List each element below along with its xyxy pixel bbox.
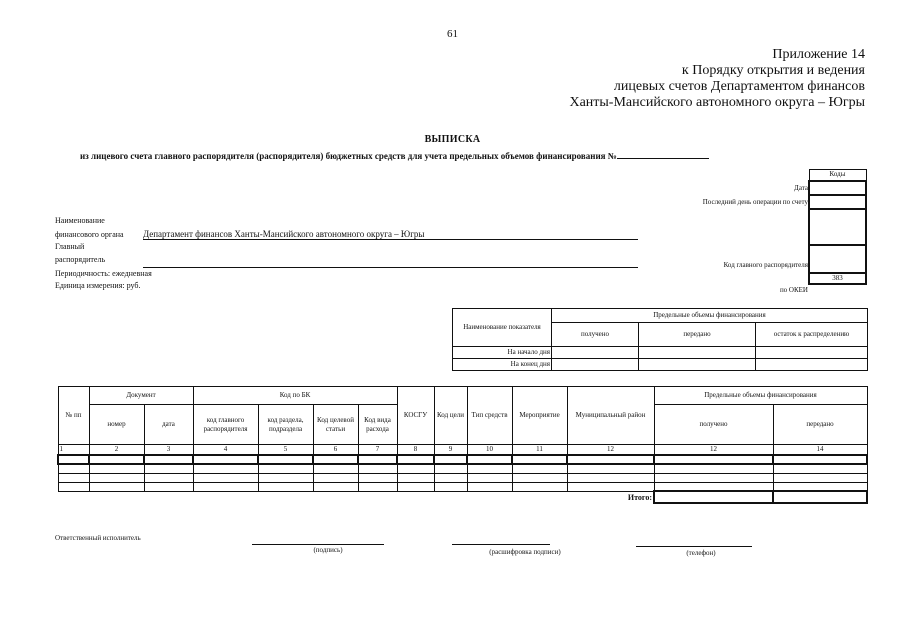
summary-cell[interactable] [756, 347, 868, 359]
summary-group-header: Предельные объемы финансирования [552, 309, 868, 323]
col-num-cell: 11 [512, 445, 567, 456]
okei-label: по ОКЕИ [779, 286, 808, 294]
finance-body-field[interactable]: Департамент финансов Ханты-Мансийского автономного округа – Югры [143, 229, 638, 240]
col-goal-code: Код цели [434, 387, 467, 445]
document-subtitle [80, 149, 709, 161]
col-district: Муниципальный район [567, 387, 654, 445]
label-finance-body-line1: Наименование [55, 216, 105, 225]
col-num-cell: 6 [313, 445, 358, 456]
col-num-cell: 4 [193, 445, 258, 456]
col-limits-transferred: передано [773, 405, 867, 445]
statement-number-field[interactable] [617, 149, 709, 159]
summary-col-received: получено [552, 323, 639, 347]
responsible-label: Ответственный исполнитель [55, 534, 141, 542]
document-title: ВЫПИСКА [424, 134, 481, 145]
appendix-line: Ханты-Мансийского автономного округа – Югры [569, 95, 865, 110]
summary-col-name: Наименование показателя [453, 309, 552, 347]
numbering-row [58, 445, 867, 456]
codes-header: Коды [809, 170, 866, 181]
col-num-cell: 12 [567, 445, 654, 456]
okei-code-cell: 383 [809, 273, 866, 284]
col-num-cell: 10 [467, 445, 512, 456]
phone-caption: (телефон) [686, 549, 716, 557]
col-means-type: Тип средств [467, 387, 512, 445]
periodicity-label: Периодичность: ежедневная [55, 269, 152, 278]
col-num-cell: 1 [58, 445, 89, 456]
col-num-cell: 12 [654, 445, 773, 456]
appendix-line: лицевых счетов Департаментом финансов [613, 79, 865, 94]
col-target-code: Код целевой статьи [313, 405, 358, 445]
page-number: 61 [447, 28, 458, 40]
col-group-document: Документ [89, 387, 193, 405]
col-num-cell: 8 [397, 445, 434, 456]
signature-decryption-field[interactable] [452, 534, 550, 545]
col-num-cell: 5 [258, 445, 313, 456]
col-doc-date: дата [144, 405, 193, 445]
label-main-distributor-line2: распорядитель [55, 255, 106, 264]
summary-cell[interactable] [639, 359, 756, 371]
table-row [58, 464, 867, 473]
table-row [58, 482, 867, 491]
col-num-cell: 2 [89, 445, 144, 456]
date-label: Дата [794, 184, 808, 192]
main-distributor-field[interactable] [143, 257, 638, 268]
col-section-code: код раздела, подраздела [258, 405, 313, 445]
subtitle-text: из лицевого счета главного распорядителя (распорядителя) бюджетных средств для учета предельных объемов финансирования № [80, 151, 617, 161]
signature-caption: (подпись) [313, 546, 343, 554]
summary-cell[interactable] [639, 347, 756, 359]
gr-code-label: Код главного распорядителя [723, 261, 808, 269]
col-group-limits: Предельные объемы финансирования [654, 387, 867, 405]
col-gr-code: код главного распорядителя [193, 405, 258, 445]
appendix-line: Приложение 14 [772, 47, 865, 62]
summary-col-remainder: остаток к распределению [756, 323, 868, 347]
summary-row-start: На начало дня [453, 347, 552, 359]
summary-cell[interactable] [552, 359, 639, 371]
col-num-cell: 3 [144, 445, 193, 456]
signature-field[interactable] [252, 534, 384, 545]
label-finance-body-line2: финансового органа [55, 230, 124, 239]
col-expense-type-code: Код вида расхода [358, 405, 397, 445]
total-received-cell[interactable] [654, 491, 773, 503]
col-event: Мероприятие [512, 387, 567, 445]
summary-table [452, 308, 868, 371]
col-kosgu: КОСГУ [397, 387, 434, 445]
signature-decryption-caption: (расшифровка подписи) [489, 548, 561, 556]
main-table [57, 386, 868, 504]
col-doc-number: номер [89, 405, 144, 445]
appendix-header [569, 47, 865, 111]
total-transferred-cell[interactable] [773, 491, 867, 503]
summary-cell[interactable] [552, 347, 639, 359]
total-label: Итого: [58, 491, 654, 503]
last-day-code-cell[interactable] [809, 195, 866, 209]
col-number: № пп [58, 387, 89, 445]
date-code-cell[interactable] [809, 181, 866, 195]
col-num-cell: 7 [358, 445, 397, 456]
col-num-cell: 9 [434, 445, 467, 456]
total-row [58, 491, 867, 503]
finance-body-code-cell[interactable] [809, 209, 866, 245]
col-limits-received: получено [654, 405, 773, 445]
last-day-label: Последний день операции по счету [702, 198, 808, 206]
unit-label: Единица измерения: руб. [55, 281, 141, 290]
table-row [58, 473, 867, 482]
summary-col-transferred: передано [639, 323, 756, 347]
appendix-line: к Порядку открытия и ведения [681, 63, 865, 78]
phone-field[interactable] [636, 536, 752, 547]
label-main-distributor-line1: Главный [55, 242, 85, 251]
gr-code-cell[interactable] [809, 245, 866, 273]
summary-cell[interactable] [756, 359, 868, 371]
col-group-bk: Код по БК [193, 387, 397, 405]
summary-row-end: На конец дня [453, 359, 552, 371]
codes-box [808, 169, 867, 285]
col-num-cell: 14 [773, 445, 867, 456]
table-row [58, 455, 867, 464]
